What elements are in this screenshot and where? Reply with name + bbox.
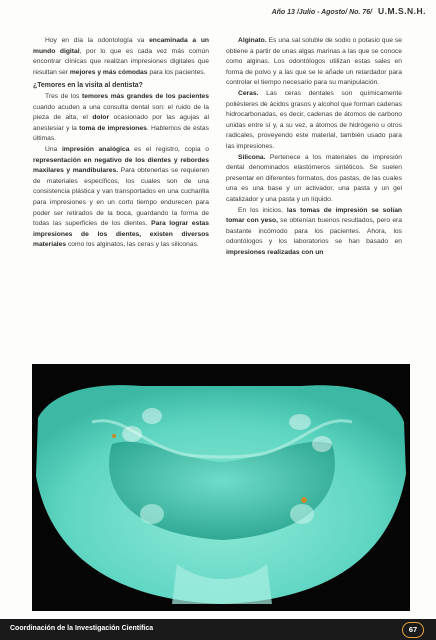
paragraph-waxes: Ceras. Las ceras dentales son químicamente poliésteres de ácidos grasos y alcohol que forman cadenas hidrocarbonadas, es decir, cadenas de átomos de carbono unidas entre sí y, a su vez, a átomos de hidrógeno u otros radicales, proveyendo este material, también usado para las impresiones. xyxy=(226,89,402,150)
footer-org: Coordinación de la Investigación Científica xyxy=(10,625,154,632)
paragraph-analog-impression: Una impresión analógica es el registro, copia o representación en negativo de los dientes y rebordes maxilares y mandibulares. Para obtenerlas se requieren de materiales específicos, los cuales son de una consistencia plástica y van transportados en una cucharilla para impresiones y en un corto tiempo endurecen para poder ser retirados de la boca, guardando la forma de todas las superficies de los dientes. Para lograr estas impresiones de los dientes, existen diversos materiales como los alginatos, las ceras y las siliconas. xyxy=(33,145,210,249)
running-header xyxy=(272,6,426,16)
issue-info: Año 13 /Julio - Agosto/ No. 76/ xyxy=(271,9,373,16)
paragraph-silicone: Silicona. Pertenece a los materiales de impresión dental denominados elastómeros sintéticos. Se suelen presentar en diferentes formatos, dos pastas, de las cuales una es una base y un activador, una pasta y un gel catalizador y una pasta y un líquido. xyxy=(226,153,402,203)
university-name: U.M.S.N.H. xyxy=(378,6,426,16)
dental-impression-photo xyxy=(32,364,410,611)
paragraph-alginate: Alginato. Es una sal soluble de sodio o potasio que se obtiene a partir de unas algas marinas a las que se conoce como alginas. Los odontólogos utilizan estas sales en forma de polvo y a las que se le añade un retardador para controlar el tiempo necesario para su manipulación. xyxy=(226,37,402,87)
section-heading: ¿Temores en la visita al dentista? xyxy=(33,82,143,90)
footer-bar xyxy=(0,619,436,640)
paragraph-intro: Hoy en día la odontología va encaminada a un mundo digital, por lo que es cada vez más común encontrar clínicas que realizan impresiones digitales que resultan ser mejores y más cómodas para los pacientes. xyxy=(33,37,210,76)
paragraph-history: En los inicios, las tomas de impresión se solían tomar con yeso, se obtenían buenos resultados, pero era bastante incómodo para los pacientes. Ahora, los odontólogos y los laboratorios se han basado en impresiones realizadas con un xyxy=(226,206,403,256)
impression-illustration xyxy=(32,364,410,611)
left-column xyxy=(33,36,209,251)
paragraph-fears: Tres de los temores más grandes de los pacientes cuando acuden a una consulta dental son: el ruido de la pieza de alta, el dolor ocasionado por las agujas al anestesiar y la toma de impresiones. Hablemos de estas últimas. xyxy=(33,92,209,143)
right-column xyxy=(226,36,402,258)
page-number: 67 xyxy=(402,622,424,638)
